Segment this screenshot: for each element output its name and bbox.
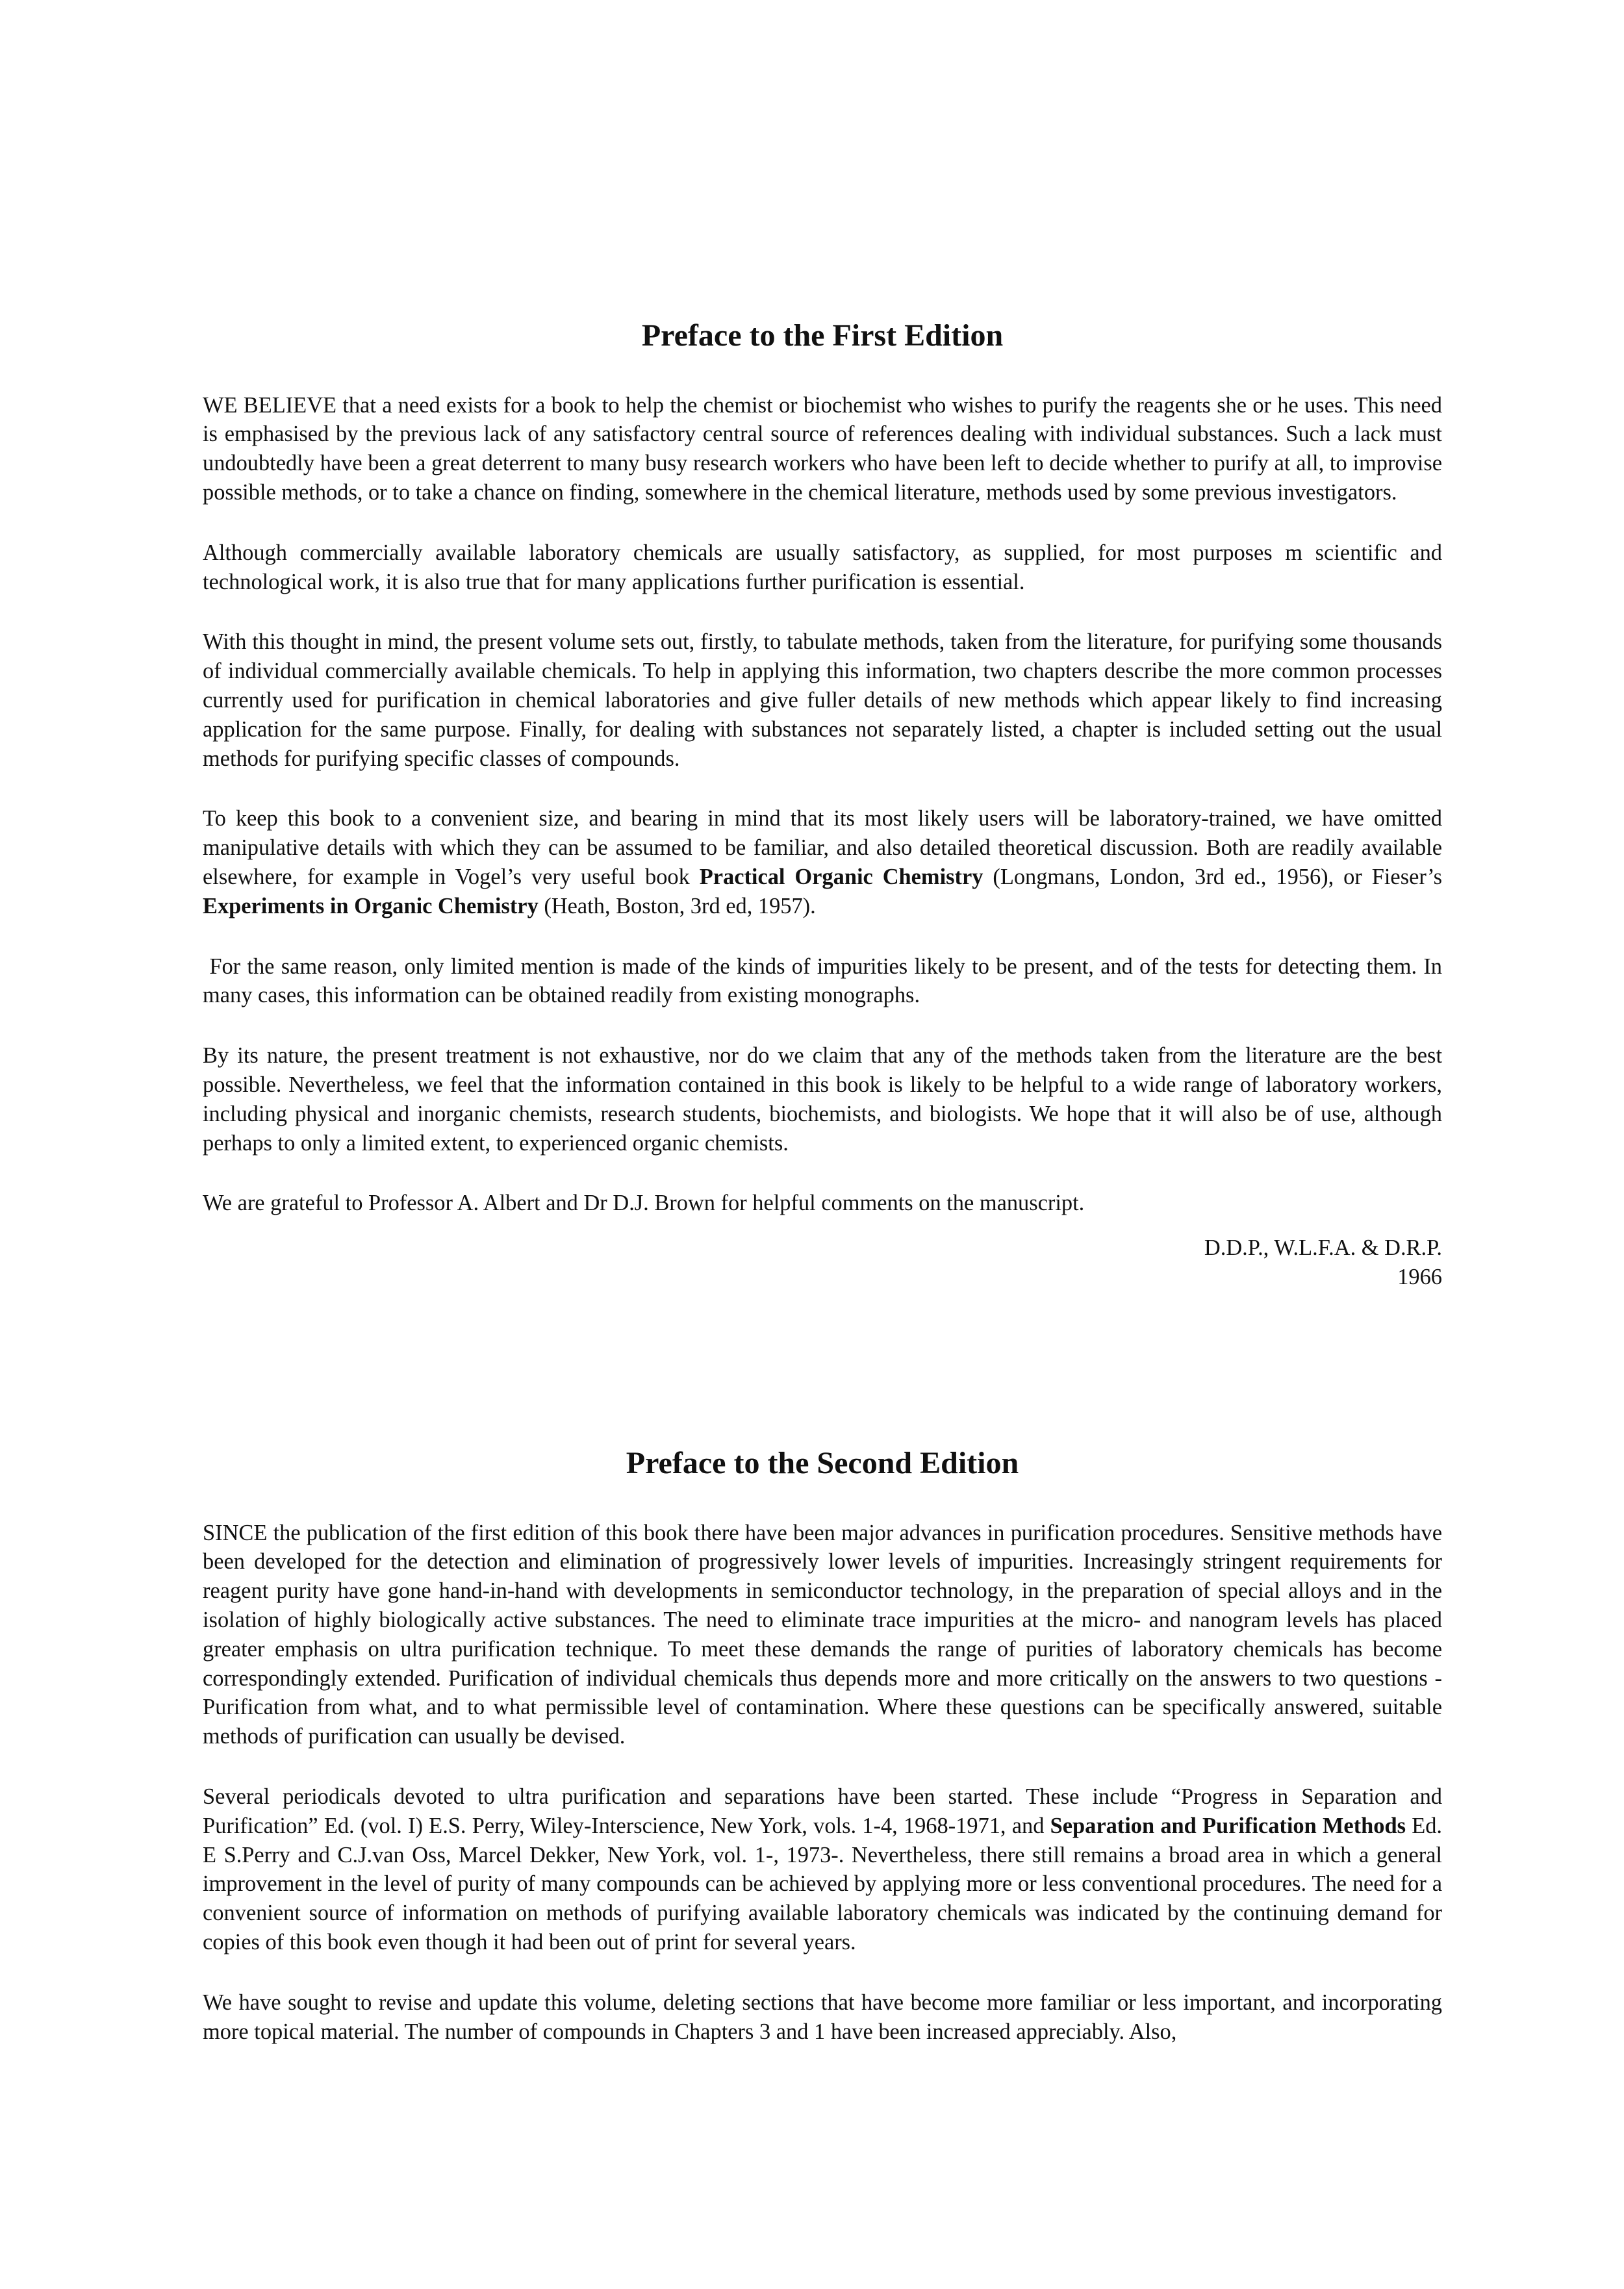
- p4-text-a: To keep this book to a convenient size, and bearing in mind that its most likely users will be laboratory-trained, we have omitted manipulative details with which they can be assumed to be familiar, and also detailed theoretical discussion. Both are readily available elsewhere, for example in Vogel’s very useful book: [203, 806, 1442, 889]
- journal-title-separation-and-purification-methods: Separation and Purification Methods: [1050, 1813, 1406, 1838]
- first-edition-paragraph-1: WE BELIEVE that a need exists for a book to help the chemist or biochemist who wishes to purify the reagents she or he uses. This need is emphasised by the previous lack of any satisfactory central source of references dealing with individual substances. Such a lack must undoubtedly have been a great deterrent to many busy research workers who have been left to decide whether to purify at all, to improvise possible methods, or to take a chance on finding, somewhere in the chemical literature, methods used by some previous investigators.: [203, 392, 1442, 505]
- second-edition-paragraph-3: We have sought to revise and update this volume, deleting sections that have become more familiar or less important, and incorporating more topical material. The number of compounds in Chapters 3 and 1 have been increased appreciably. Also,: [203, 1990, 1442, 2044]
- first-edition-section: [203, 317, 1448, 1292]
- first-edition-paragraph-6: By its nature, the present treatment is not exhaustive, nor do we claim that any of the methods taken from the literature are the best possible. Nevertheless, we feel that the information contained in this book is likely to be helpful to a wide range of laboratory workers, including physical and inorganic chemists, research students, biochemists, and biologists. We hope that it will also be of use, although perhaps to only a limited extent, to experienced organic chemists.: [203, 1043, 1442, 1156]
- second-edition-paragraph-2: [203, 1782, 1442, 1957]
- signature-year: 1966: [1397, 1264, 1442, 1289]
- p2-text-c: Ed. E S.Perry and C.J.van Oss, Marcel Dekker, New York, vol. 1-, 1973-. Nevertheless, there still remains a broad area in which a general improvement in the level of purity of many compounds can be achieved by applying more or less conventional procedures. The need for a convenient source of information on methods of purifying available laboratory chemicals was indicated by the continuing demand for copies of this book even though it had been out of print for several years.: [203, 1813, 1442, 1954]
- book-title-experiments-in-organic-chemistry: Experiments in Organic Chemistry: [203, 893, 539, 918]
- book-title-practical-organic-chemistry: Practical Organic Chemistry: [699, 864, 983, 889]
- p2-text-a: Several periodicals devoted to ultra purification and separations have been started. These include “Progress in Separation and Purification” Ed. (vol. I) E.S. Perry, Wiley-Interscience, New York, vols. 1-4, 1968-1971, and: [203, 1784, 1442, 1838]
- first-edition-paragraph-2: Although commercially available laboratory chemicals are usually satisfactory, as supplied, for most purposes m scientific and technological work, it is also true that for many applications further purification is essential.: [203, 540, 1442, 594]
- first-edition-paragraph-4: [203, 804, 1442, 920]
- p4-text-e: (Heath, Boston, 3rd ed, 1957).: [538, 893, 816, 918]
- first-edition-paragraph-5: For the same reason, only limited mention is made of the kinds of impurities likely to be present, and of the tests for detecting them. In many cases, this information can be obtained readily from existing monographs.: [203, 954, 1448, 1008]
- second-edition-section: [203, 1445, 1442, 2077]
- p4-text-c: (Longmans, London, 3rd ed., 1956), or Fieser’s: [983, 864, 1443, 889]
- first-edition-title: Preface to the First Edition: [641, 318, 1004, 353]
- second-edition-title: Preface to the Second Edition: [626, 1446, 1019, 1480]
- second-edition-paragraph-1: SINCE the publication of the first edition of this book there have been major advances in purification procedures. Sensitive methods have been developed for the detection and elimination of progressively lower levels of impurities. Increasingly stringent requirements for reagent purity have gone hand-in-hand with developments in semiconductor technology, in the preparation of special alloys and in the isolation of highly biologically active substances. The need to eliminate trace impurities at the micro- and nanogram levels has placed greater emphasis on ultra purification technique. To meet these demands the range of purities of laboratory chemicals has become correspondingly extended. Purification of individual chemicals thus depends more and more critically on the answers to two questions -Purification from what, and to what permissible level of contamination. Where these questions can be specifically answered, suitable methods of purification can usually be devised.: [203, 1520, 1442, 1749]
- first-edition-paragraph-3: With this thought in mind, the present volume sets out, firstly, to tabulate methods, taken from the literature, for purifying some thousands of individual commercially available chemicals. To help in applying this information, two chapters describe the more common processes currently used for purification in chemical laboratories and give fuller details of new methods which appear likely to find increasing application for the same purpose. Finally, for dealing with substances not separately listed, a chapter is included setting out the usual methods for purifying specific classes of compounds.: [203, 629, 1442, 771]
- first-edition-paragraph-7: We are grateful to Professor A. Albert and Dr D.J. Brown for helpful comments on the manuscript.: [203, 1191, 1085, 1216]
- signature-authors: D.D.P., W.L.F.A. & D.R.P.: [1204, 1235, 1442, 1261]
